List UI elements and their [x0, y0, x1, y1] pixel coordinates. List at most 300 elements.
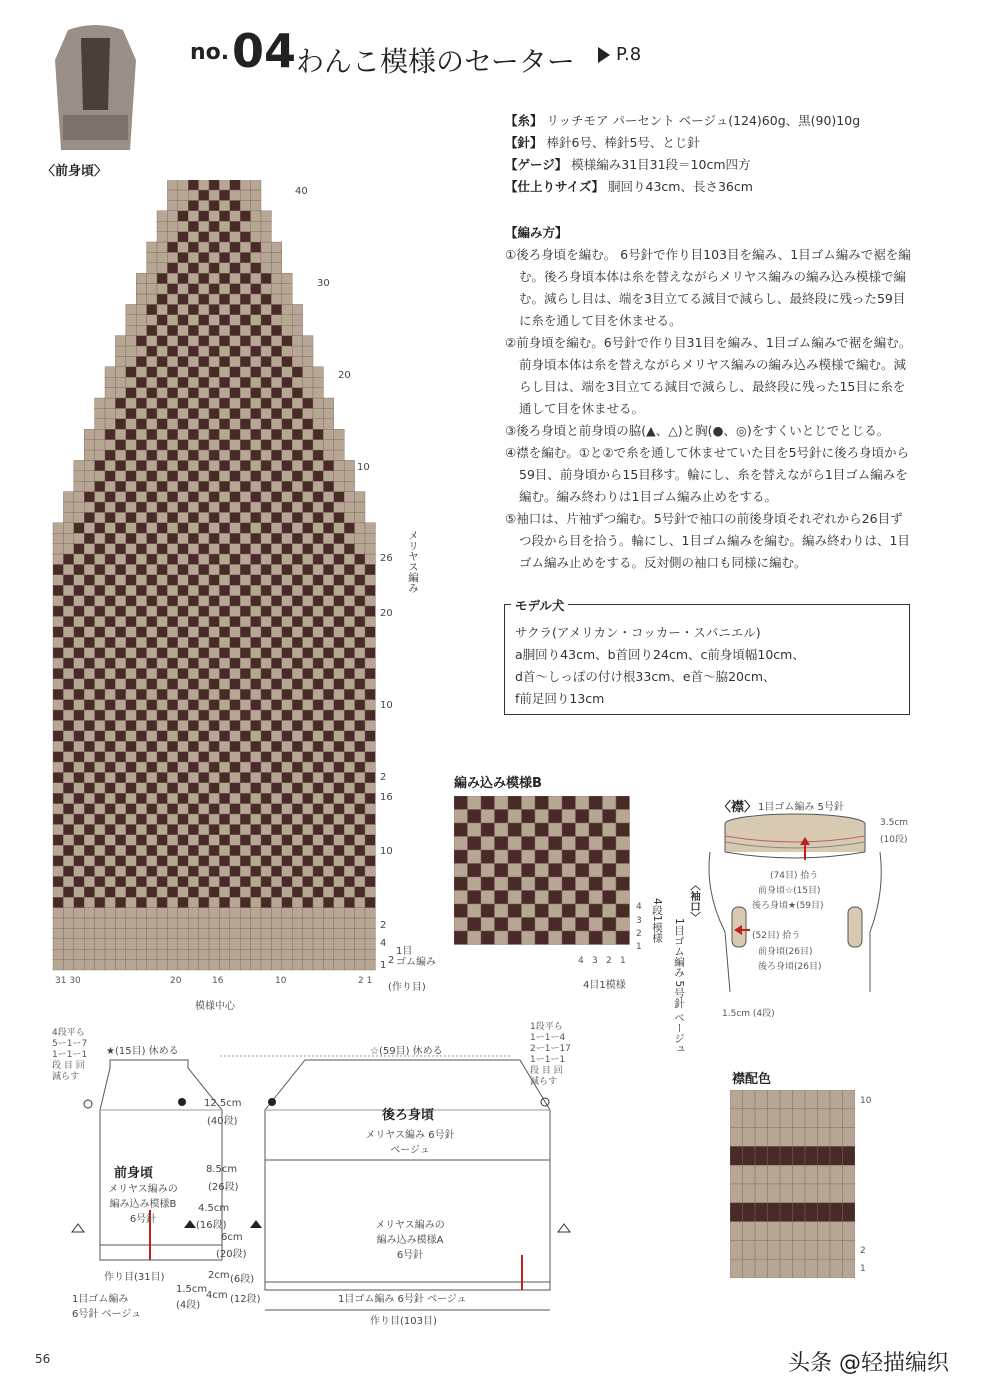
- chart-cell: [105, 471, 115, 481]
- chart-cell: [157, 221, 167, 231]
- chart-cell: [84, 772, 94, 782]
- chart-cell: [313, 658, 323, 668]
- chart-cell: [136, 731, 146, 741]
- chart-cell: [240, 533, 250, 543]
- chart-cell: [355, 876, 365, 886]
- chart-cell: [230, 356, 240, 366]
- front-top-label: ★(15目) 休める: [106, 1046, 179, 1057]
- chart-cell: [303, 710, 313, 720]
- pattern-b-col: 2: [606, 956, 612, 966]
- chart-cell: [240, 450, 250, 460]
- chart-cell: [74, 835, 84, 845]
- collar-color-cell: [805, 1240, 818, 1259]
- pattern-b-cell: [481, 864, 495, 878]
- chart-cell: [157, 731, 167, 741]
- chart-cell: [219, 398, 229, 408]
- chart-cell: [240, 180, 250, 190]
- chart-cell: [63, 689, 73, 699]
- chart-cell: [271, 304, 281, 314]
- chart-cell: [178, 419, 188, 429]
- chart-cell: [115, 918, 125, 928]
- chart-cell: [240, 512, 250, 522]
- chart-cell: [147, 637, 157, 647]
- chart-cell: [209, 398, 219, 408]
- chart-cell: [147, 325, 157, 335]
- pattern-b-cell: [522, 931, 536, 945]
- chart-cell: [209, 856, 219, 866]
- chart-cell: [115, 793, 125, 803]
- chart-cell: [105, 689, 115, 699]
- chart-cell: [282, 887, 292, 897]
- chart-cell: [271, 284, 281, 294]
- chart-cell: [63, 533, 73, 543]
- chart-cell: [282, 554, 292, 564]
- chart-cell: [240, 939, 250, 949]
- chart-cell: [334, 793, 344, 803]
- chart-cell: [167, 325, 177, 335]
- chart-cell: [209, 668, 219, 678]
- chart-cell: [271, 814, 281, 824]
- chart-cell: [63, 564, 73, 574]
- chart-cell: [84, 585, 94, 595]
- chart-cell: [219, 856, 229, 866]
- chart-cell: [209, 700, 219, 710]
- chart-cell: [199, 887, 209, 897]
- chart-cell: [105, 918, 115, 928]
- chart-cell: [303, 502, 313, 512]
- chart-cell: [365, 554, 375, 564]
- chart-cell: [199, 440, 209, 450]
- chart-cell: [219, 585, 229, 595]
- chart-cell: [261, 232, 271, 242]
- chart-cell: [147, 710, 157, 720]
- chart-cell: [292, 637, 302, 647]
- chart-cell: [251, 242, 261, 252]
- chart-cell: [167, 752, 177, 762]
- chart-cell: [188, 492, 198, 502]
- row-label: 20: [338, 370, 351, 381]
- chart-cell: [261, 648, 271, 658]
- chart-cell: [292, 772, 302, 782]
- chart-cell: [251, 440, 261, 450]
- chart-cell: [282, 908, 292, 918]
- chart-cell: [355, 616, 365, 626]
- chart-cell: [63, 585, 73, 595]
- chart-cell: [126, 596, 136, 606]
- chart-cell: [126, 450, 136, 460]
- chart-cell: [344, 533, 354, 543]
- chart-cell: [74, 762, 84, 772]
- chart-cell: [240, 752, 250, 762]
- collar-color-label: 2: [860, 1246, 866, 1256]
- pattern-b-cell: [495, 918, 509, 932]
- chart-cell: [251, 211, 261, 221]
- chart-cell: [147, 398, 157, 408]
- chart-cell: [271, 939, 281, 949]
- chart-cell: [53, 752, 63, 762]
- collar-color-cell: [743, 1128, 756, 1147]
- chart-cell: [219, 866, 229, 876]
- collar-color-cell: [755, 1184, 768, 1203]
- chart-cell: [271, 398, 281, 408]
- collar-color-chart: [730, 1090, 855, 1278]
- chart-cell: [178, 408, 188, 418]
- chart-cell: [126, 544, 136, 554]
- col-label: 10: [275, 976, 287, 986]
- chart-cell: [63, 544, 73, 554]
- chart-cell: [84, 481, 94, 491]
- pattern-b-chart: [454, 796, 636, 954]
- dim-label: 2cm: [208, 1270, 230, 1281]
- chart-cell: [251, 918, 261, 928]
- chart-cell: [188, 627, 198, 637]
- chart-cell: [188, 190, 198, 200]
- chart-cell: [147, 481, 157, 491]
- chart-cell: [199, 814, 209, 824]
- chart-cell: [136, 377, 146, 387]
- chart-cell: [334, 928, 344, 938]
- chart-cell: [323, 533, 333, 543]
- chart-cell: [251, 627, 261, 637]
- chart-cell: [323, 793, 333, 803]
- chart-cell: [323, 814, 333, 824]
- rib-label: 1目 ゴム編み: [396, 946, 436, 968]
- chart-cell: [63, 627, 73, 637]
- chart-cell: [74, 960, 84, 970]
- chart-cell: [313, 398, 323, 408]
- chart-cell: [199, 315, 209, 325]
- chart-cell: [251, 897, 261, 907]
- chart-cell: [126, 492, 136, 502]
- row-label: 30: [317, 278, 330, 289]
- chart-cell: [63, 575, 73, 585]
- chart-cell: [147, 700, 157, 710]
- chart-cell: [74, 648, 84, 658]
- chart-cell: [282, 596, 292, 606]
- pattern-b-cell: [495, 850, 509, 864]
- collar-color-cell: [805, 1165, 818, 1184]
- chart-cell: [84, 502, 94, 512]
- info-size: 【仕上りサイズ】 胴回り43cm、長さ36cm: [505, 179, 753, 194]
- chart-cell: [271, 377, 281, 387]
- chart-cell: [136, 460, 146, 470]
- chart-cell: [115, 700, 125, 710]
- chart-cell: [147, 512, 157, 522]
- collar-color-cell: [843, 1128, 856, 1147]
- chart-cell: [292, 325, 302, 335]
- chart-cell: [136, 471, 146, 481]
- chart-cell: [323, 627, 333, 637]
- chart-cell: [230, 658, 240, 668]
- chart-cell: [230, 835, 240, 845]
- chart-cell: [219, 263, 229, 273]
- chart-cell: [167, 564, 177, 574]
- chart-cell: [178, 232, 188, 242]
- chart-cell: [219, 637, 229, 647]
- chart-cell: [167, 866, 177, 876]
- chart-cell: [53, 648, 63, 658]
- chart-cell: [251, 575, 261, 585]
- collar-color-cell: [768, 1146, 781, 1165]
- chart-cell: [95, 731, 105, 741]
- chart-cell: [271, 876, 281, 886]
- chart-cell: [63, 845, 73, 855]
- chart-cell: [303, 824, 313, 834]
- chart-cell: [199, 876, 209, 886]
- chart-cell: [240, 460, 250, 470]
- chart-cell: [167, 263, 177, 273]
- chart-cell: [271, 315, 281, 325]
- chart-cell: [167, 512, 177, 522]
- chart-cell: [136, 637, 146, 647]
- chart-cell: [323, 429, 333, 439]
- collar-color-cell: [755, 1165, 768, 1184]
- chart-cell: [157, 939, 167, 949]
- chart-cell: [219, 325, 229, 335]
- chart-cell: [105, 637, 115, 647]
- chart-cell: [292, 523, 302, 533]
- chart-cell: [240, 835, 250, 845]
- pattern-b-cell: [468, 904, 482, 918]
- chart-cell: [313, 616, 323, 626]
- chart-cell: [95, 502, 105, 512]
- row-label: 10: [357, 462, 370, 473]
- chart-cell: [147, 939, 157, 949]
- row-label: 40: [295, 186, 308, 197]
- chart-cell: [188, 377, 198, 387]
- chart-cell: [251, 856, 261, 866]
- chart-cell: [178, 772, 188, 782]
- chart-cell: [240, 814, 250, 824]
- chart-cell: [230, 606, 240, 616]
- chart-cell: [303, 627, 313, 637]
- row-label: 1: [380, 960, 387, 971]
- chart-cell: [157, 502, 167, 512]
- chart-cell: [334, 544, 344, 554]
- chart-cell: [115, 887, 125, 897]
- pattern-b-cell: [562, 864, 576, 878]
- chart-cell: [209, 252, 219, 262]
- pattern-b-cell: [549, 891, 563, 905]
- chart-cell: [105, 502, 115, 512]
- row-label: 26: [380, 553, 393, 564]
- chart-cell: [105, 679, 115, 689]
- info-gauge: 【ゲージ】 模様編み31目31段＝10cm四方: [505, 157, 751, 172]
- chart-cell: [188, 450, 198, 460]
- chart-cell: [303, 939, 313, 949]
- chart-cell: [271, 741, 281, 751]
- chart-cell: [355, 585, 365, 595]
- chart-cell: [74, 804, 84, 814]
- pattern-b-cell: [603, 823, 617, 837]
- chart-cell: [63, 668, 73, 678]
- chart-cell: [313, 419, 323, 429]
- chart-cell: [74, 575, 84, 585]
- chart-cell: [323, 720, 333, 730]
- chart-cell: [261, 627, 271, 637]
- chart-cell: [157, 315, 167, 325]
- chart-cell: [292, 398, 302, 408]
- chart-cell: [323, 897, 333, 907]
- chart-cell: [271, 294, 281, 304]
- chart-cell: [292, 824, 302, 834]
- chart-cell: [136, 616, 146, 626]
- chart-cell: [105, 835, 115, 845]
- chart-cell: [136, 866, 146, 876]
- chart-cell: [282, 284, 292, 294]
- pattern-b-row: 3: [636, 916, 642, 926]
- chart-cell: [209, 606, 219, 616]
- chart-cell: [313, 596, 323, 606]
- chart-cell: [344, 866, 354, 876]
- chart-cell: [261, 762, 271, 772]
- collar-color-cell: [768, 1222, 781, 1241]
- chart-cell: [126, 918, 136, 928]
- chart-cell: [199, 762, 209, 772]
- model-line: a胴回り43cm、b首回り24cm、c前身頃幅10cm、: [515, 647, 805, 662]
- chart-cell: [209, 960, 219, 970]
- chart-cell: [188, 544, 198, 554]
- chart-cell: [147, 918, 157, 928]
- chart-cell: [219, 960, 229, 970]
- chart-cell: [199, 533, 209, 543]
- chart-cell: [178, 356, 188, 366]
- dim-label: (6段): [230, 1274, 255, 1285]
- info-yarn: 【糸】 リッチモア パーセント ベージュ(124)60g、黒(90)10g: [505, 113, 861, 128]
- chart-cell: [261, 700, 271, 710]
- chart-cell: [167, 180, 177, 190]
- chart-cell: [292, 752, 302, 762]
- chart-cell: [199, 824, 209, 834]
- chart-cell: [95, 627, 105, 637]
- chart-cell: [53, 700, 63, 710]
- chart-cell: [53, 679, 63, 689]
- collar-color-cell: [818, 1203, 831, 1222]
- back-piece-desc: メリヤス編み 6号針 ベージュ: [365, 1130, 455, 1156]
- pattern-b-cell: [576, 864, 590, 878]
- chart-cell: [323, 544, 333, 554]
- chart-cell: [323, 471, 333, 481]
- chart-cell: [136, 585, 146, 595]
- chart-cell: [167, 315, 177, 325]
- chart-cell: [136, 367, 146, 377]
- chart-cell: [157, 752, 167, 762]
- chart-cell: [126, 668, 136, 678]
- chart-cell: [105, 388, 115, 398]
- row-label: 10: [380, 846, 393, 857]
- chart-cell: [261, 710, 271, 720]
- pattern-b-cell: [535, 810, 549, 824]
- chart-cell: [209, 408, 219, 418]
- chart-cell: [209, 263, 219, 273]
- chart-cell: [334, 876, 344, 886]
- pattern-b-cell: [535, 918, 549, 932]
- chart-cell: [53, 960, 63, 970]
- chart-cell: [209, 908, 219, 918]
- chart-cell: [209, 200, 219, 210]
- chart-cell: [115, 637, 125, 647]
- chart-cell: [167, 928, 177, 938]
- chart-cell: [74, 596, 84, 606]
- chart-cell: [219, 492, 229, 502]
- chart-cell: [188, 304, 198, 314]
- chart-cell: [303, 398, 313, 408]
- chart-cell: [53, 627, 63, 637]
- chart-cell: [240, 221, 250, 231]
- chart-cell: [53, 762, 63, 772]
- chart-cell: [313, 668, 323, 678]
- chart-cell: [271, 564, 281, 574]
- pattern-b-cell: [481, 850, 495, 864]
- chart-cell: [95, 429, 105, 439]
- chart-cell: [365, 856, 375, 866]
- chart-cell: [261, 440, 271, 450]
- back-lower-desc: メリヤス編みの 編み込み模様A 6号針: [375, 1220, 445, 1261]
- chart-cell: [53, 668, 63, 678]
- chart-cell: [282, 419, 292, 429]
- chart-cell: [292, 918, 302, 928]
- chart-cell: [271, 512, 281, 522]
- chart-cell: [219, 648, 229, 658]
- chart-cell: [344, 648, 354, 658]
- chart-cell: [157, 918, 167, 928]
- chart-cell: [95, 398, 105, 408]
- chart-cell: [115, 876, 125, 886]
- chart-cell: [344, 492, 354, 502]
- pattern-b-cell: [535, 877, 549, 891]
- chart-cell: [178, 824, 188, 834]
- chart-cell: [167, 668, 177, 678]
- chart-cell: [167, 710, 177, 720]
- chart-cell: [126, 346, 136, 356]
- chart-cell: [105, 762, 115, 772]
- chart-cell: [251, 481, 261, 491]
- chart-cell: [292, 606, 302, 616]
- chart-cell: [365, 575, 375, 585]
- chart-cell: [53, 741, 63, 751]
- chart-cell: [188, 440, 198, 450]
- chart-cell: [147, 627, 157, 637]
- chart-cell: [219, 460, 229, 470]
- chart-cell: [292, 668, 302, 678]
- collar-color-cell: [793, 1203, 806, 1222]
- chart-cell: [282, 304, 292, 314]
- chart-cell: [240, 866, 250, 876]
- chart-cell: [230, 263, 240, 273]
- chart-cell: [261, 939, 271, 949]
- chart-cell: [251, 252, 261, 262]
- collar-color-cell: [818, 1090, 831, 1109]
- chart-cell: [313, 762, 323, 772]
- chart-cell: [199, 450, 209, 460]
- chart-cell: [230, 523, 240, 533]
- pattern-b-cell: [508, 877, 522, 891]
- chart-cell: [282, 481, 292, 491]
- chart-cell: [323, 752, 333, 762]
- pattern-b-title: 編み込み模様B: [454, 776, 542, 791]
- chart-cell: [95, 616, 105, 626]
- chart-cell: [365, 824, 375, 834]
- chart-cell: [219, 575, 229, 585]
- chart-cell: [209, 627, 219, 637]
- pattern-b-cell: [522, 877, 536, 891]
- chart-cell: [230, 554, 240, 564]
- front-decrease: 4段平ら 5ー1ー7 1ー1ー1 段 目 回 減らす: [52, 1028, 88, 1082]
- chart-cell: [303, 575, 313, 585]
- chart-cell: [240, 700, 250, 710]
- chart-cell: [178, 502, 188, 512]
- chart-cell: [230, 793, 240, 803]
